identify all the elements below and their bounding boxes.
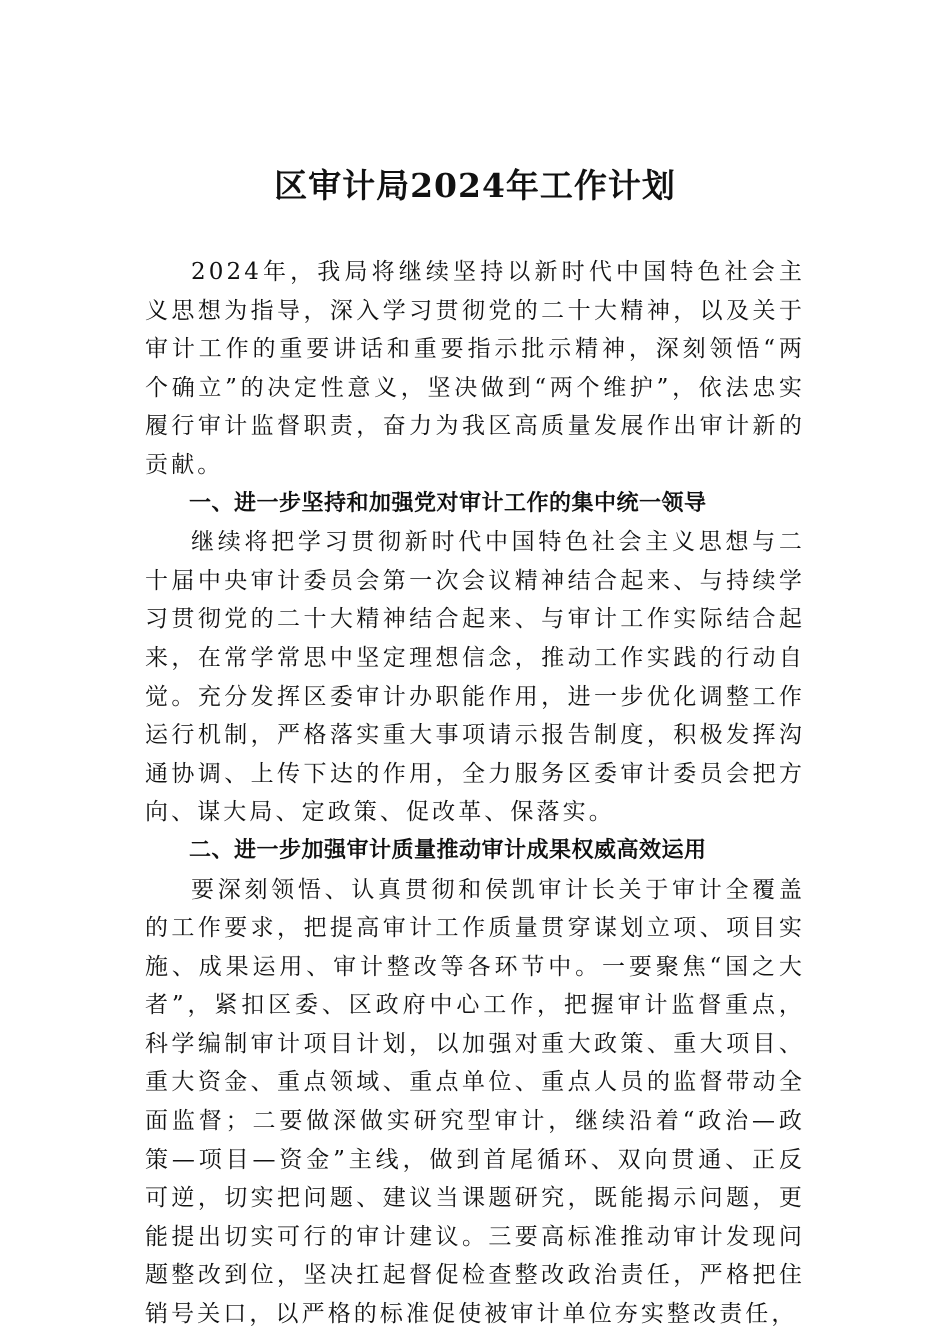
document-title: 区审计局2024年工作计划 [274,166,676,205]
section-heading-2: 二、进一步加强审计质量推动审计成果权威高效运用 [189,837,707,863]
section-paragraph-2: 要深刻领悟、认真贯彻和侯凯审计长关于审计全覆盖的工作要求，把提高审计工作质量贯穿谋划立项、项目实施、成果运用、审计整改等各环节中。一要聚焦“国之大者”，紧扣区委、区政府中心工作，把握审计监督重点，科学编制审计项目计划，以加强对重大政策、重大项目、重大资金、重点领域、重点单位、重点人员的监督带动全面监督；二要做深做实研究型审计，继续沿着“政治—政策—项目—资金”主线，做到首尾循环、双向贯通、正反可逆，切实把问题、建议当课题研究，既能揭示问题，更能提出切实可行的审计建议。三要高标准推动审计发现问题整改到位，坚决扛起督促检查整改政治责任，严格把住销号关口，以严格的标准促使被审计单位夯实整改责任， [145,876,805,1328]
intro-paragraph: 2024年，我局将继续坚持以新时代中国特色社会主义思想为指导，深入学习贯彻党的二十大精神，以及关于审计工作的重要讲话和重要指示批示精神，深刻领悟“两个确立”的决定性意义，坚决做到“两个维护”，依法忠实履行审计监督职责，奋力为我区高质量发展作出审计新的贡献。 [145,259,805,478]
document-body [145,253,805,1334]
section-paragraph-1: 继续将把学习贯彻新时代中国特色社会主义思想与二十届中央审计委员会第一次会议精神结合起来、与持续学习贯彻党的二十大精神结合起来、与审计工作实际结合起来，在常学常思中坚定理想信念，推动工作实践的行动自觉。充分发挥区委审计办职能作用，进一步优化调整工作运行机制，严格落实重大事项请示报告制度，积极发挥沟通协调、上传下达的作用，全力服务区委审计委员会把方向、谋大局、定政策、促改革、保落实。 [145,529,805,826]
section-heading-1: 一、进一步坚持和加强党对审计工作的集中统一领导 [189,490,707,516]
